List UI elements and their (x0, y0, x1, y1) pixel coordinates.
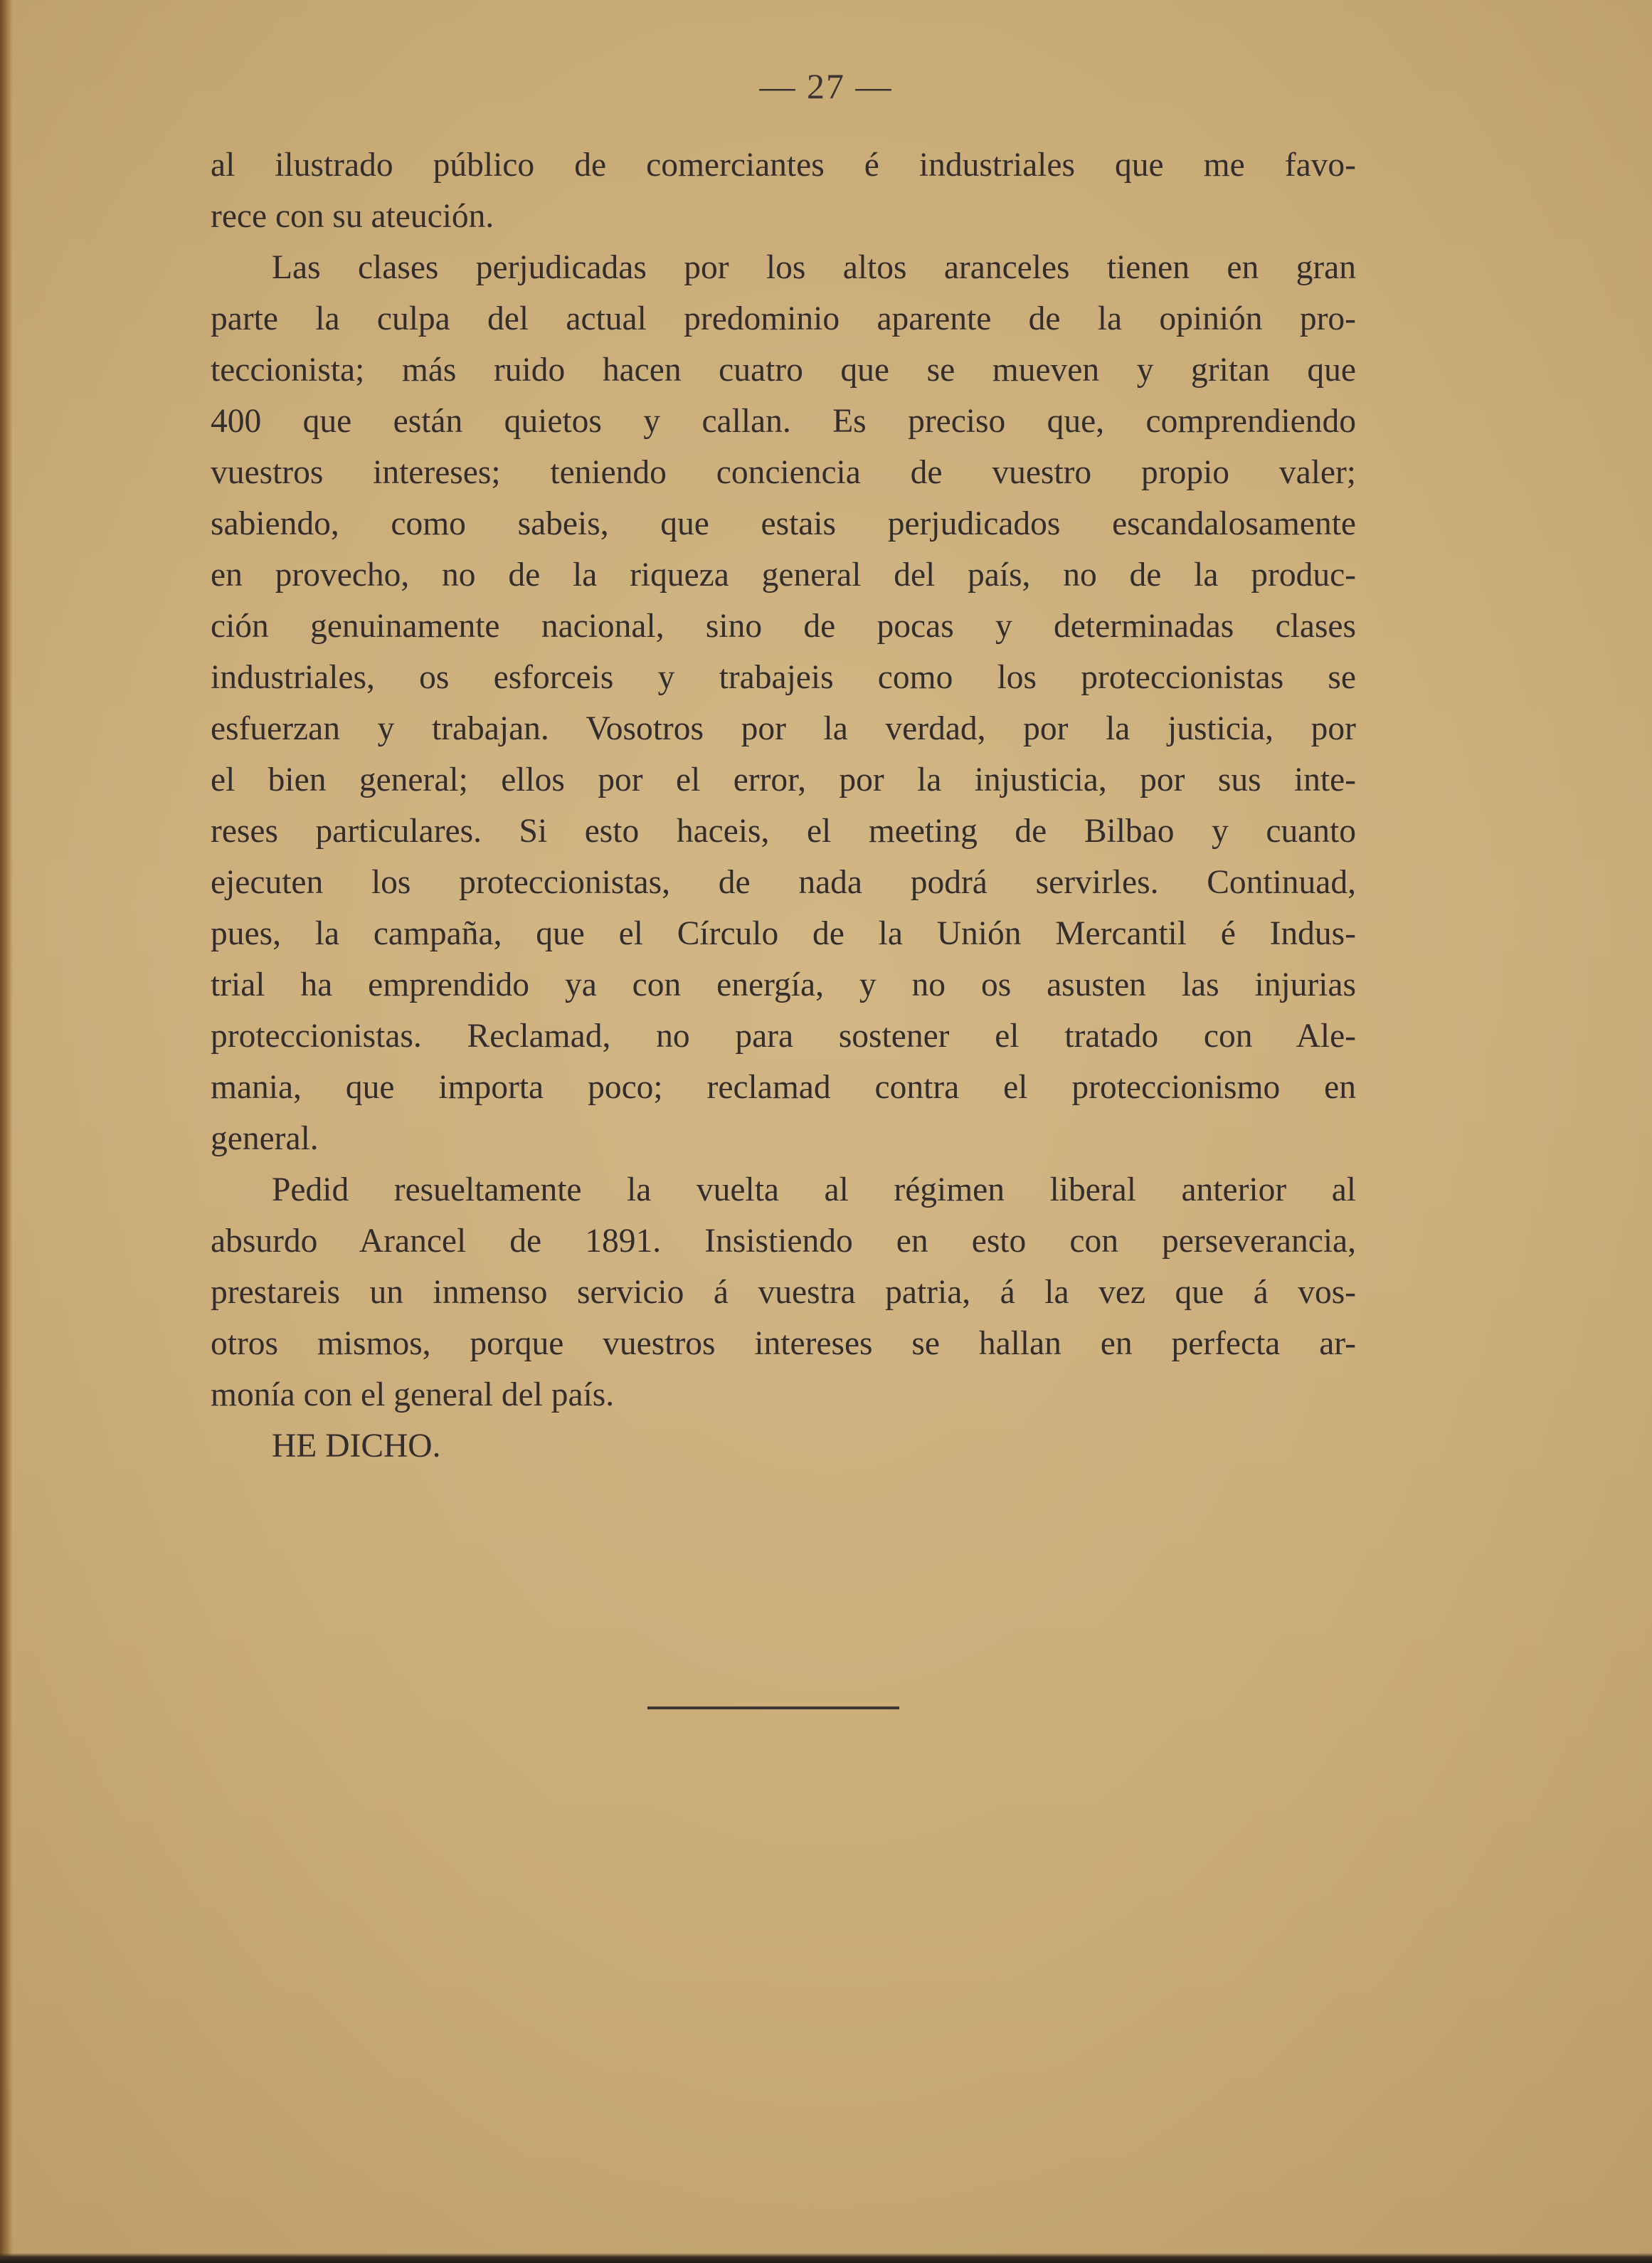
end-rule-divider (647, 1707, 899, 1709)
text-line: vuestros intereses; teniendo conciencia de vuestro propio valer; (211, 454, 1356, 491)
text-line: ejecuten los proteccionistas, de nada podrá servirles. Continuad, (211, 864, 1356, 901)
text-line: esfuerzan y trabajan. Vosotros por la verdad, por la justicia, por (211, 710, 1356, 747)
text-line: rece con su ateución. (211, 198, 494, 235)
text-line: prestareis un inmenso servicio á vuestra patria, á la vez que á vos- (211, 1274, 1356, 1311)
text-line: teccionista; más ruido hacen cuatro que se mueven y gritan que (211, 352, 1356, 389)
text-line: Las clases perjudicadas por los altos aranceles tienen en gran (272, 249, 1356, 286)
closing-signature: HE DICHO. (272, 1428, 441, 1465)
text-line: absurdo Arancel de 1891. Insistiendo en esto con perseverancia, (211, 1223, 1356, 1260)
text-line: trial ha emprendido ya con energía, y no os asusten las injurias (211, 966, 1356, 1003)
text-line: al ilustrado público de comerciantes é industriales que me favo- (211, 147, 1356, 184)
text-line: sabiendo, como sabeis, que estais perjudicados escandalosamente (211, 505, 1356, 542)
text-line: industriales, os esforceis y trabajeis como los proteccionistas se (211, 659, 1356, 696)
text-line: proteccionistas. Reclamad, no para sostener el tratado con Ale- (211, 1018, 1356, 1055)
text-line: 400 que están quietos y callan. Es preciso que, comprendiendo (211, 403, 1356, 440)
text-line: monía con el general del país. (211, 1376, 615, 1413)
page-bottom-edge (0, 2253, 1652, 2263)
page-left-edge (0, 0, 13, 2263)
text-line: otros mismos, porque vuestros intereses se hallan en perfecta ar- (211, 1325, 1356, 1362)
text-line: reses particulares. Si esto haceis, el meeting de Bilbao y cuanto (211, 813, 1356, 850)
text-line: Pedid resueltamente la vuelta al régimen liberal anterior al (272, 1171, 1356, 1208)
page-number: — 27 — (759, 66, 893, 106)
text-line: pues, la campaña, que el Círculo de la Unión Mercantil é Indus- (211, 915, 1356, 952)
text-line: general. (211, 1120, 319, 1157)
body-text (211, 139, 1356, 1472)
text-line: en provecho, no de la riqueza general del país, no de la produc- (211, 556, 1356, 594)
text-line: mania, que importa poco; reclamad contra el proteccionismo en (211, 1069, 1356, 1106)
text-line: ción genuinamente nacional, sino de pocas y determinadas clases (211, 608, 1356, 645)
text-line: el bien general; ellos por el error, por la injusticia, por sus inte- (211, 761, 1356, 798)
text-line: parte la culpa del actual predominio aparente de la opinión pro- (211, 300, 1356, 337)
